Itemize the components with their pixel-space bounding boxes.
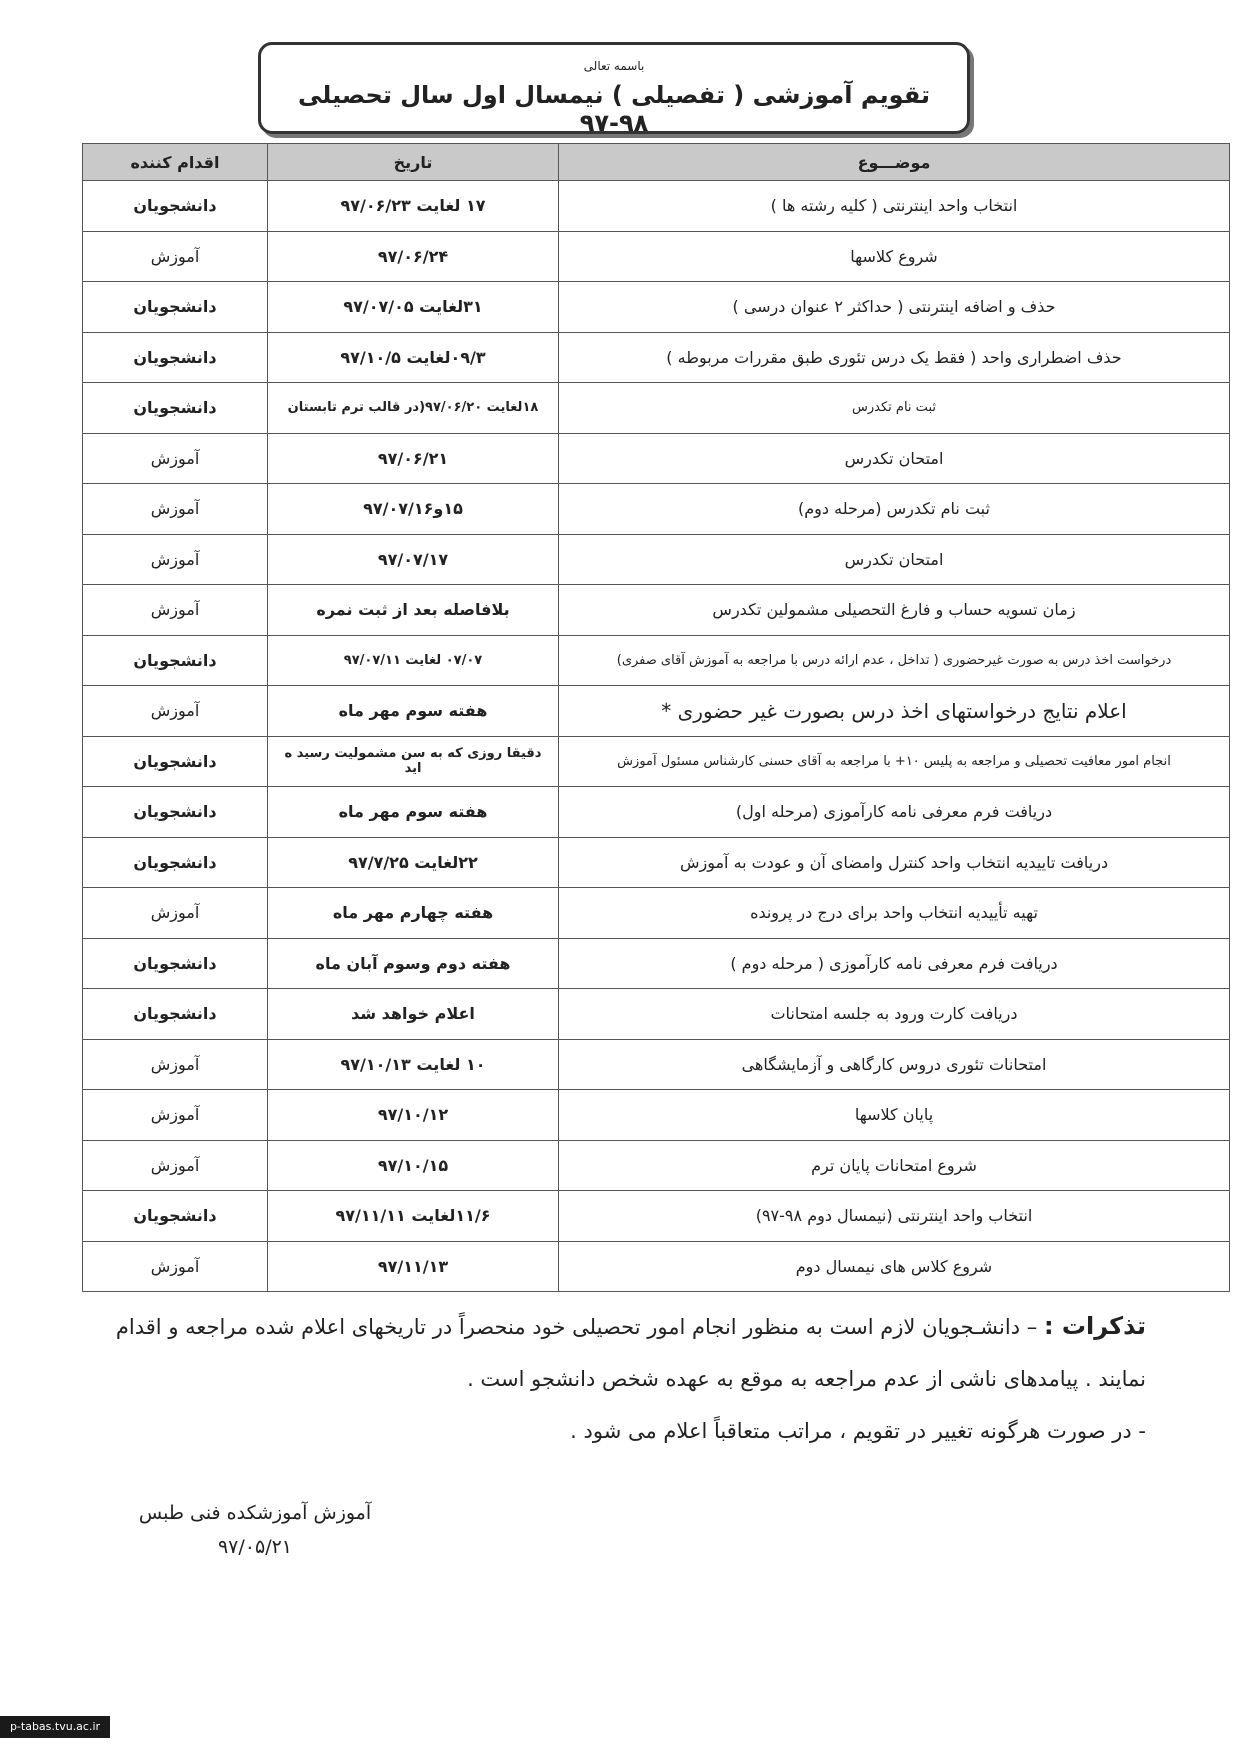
row-date: بلافاصله بعد از ثبت نمره bbox=[268, 585, 559, 636]
row-subject: حذف و اضافه اینترنتی ( حداکثر ۲ عنوان درسی ) bbox=[559, 282, 1230, 333]
row-actor: دانشجویان bbox=[83, 989, 268, 1040]
table-row bbox=[83, 686, 1230, 737]
row-actor: دانشجویان bbox=[83, 938, 268, 989]
row-actor: آموزش bbox=[83, 433, 268, 484]
row-actor: آموزش bbox=[83, 484, 268, 535]
notes bbox=[82, 1300, 1146, 1457]
row-subject: زمان تسویه حساب و فارغ التحصیلی مشمولین تکدرس bbox=[559, 585, 1230, 636]
row-actor: آموزش bbox=[83, 686, 268, 737]
table-row bbox=[83, 787, 1230, 838]
row-actor: آموزش bbox=[83, 888, 268, 939]
table-row bbox=[83, 1191, 1230, 1242]
row-actor: دانشجویان bbox=[83, 837, 268, 888]
row-date: ۱۸لغایت ۹۷/۰۶/۲۰(در قالب ترم تابستان bbox=[268, 383, 559, 434]
row-date: هفته چهارم مهر ماه bbox=[268, 888, 559, 939]
notes-line-2: - در صورت هرگونه تغییر در تقویم ، مراتب متعاقباً اعلام می شود . bbox=[570, 1419, 1146, 1443]
row-subject: درخواست اخذ درس به صورت غیرحضوری ( تداخل ، عدم ارائه درس با مراجعه به آموزش آقای صفری) bbox=[559, 635, 1230, 686]
row-actor: دانشجویان bbox=[83, 181, 268, 232]
signature-org: آموزش آموزشکده فنی طبس bbox=[138, 1502, 372, 1524]
row-subject: انتخاب واحد اینترنتی (نیمسال دوم ۹۸-۹۷) bbox=[559, 1191, 1230, 1242]
row-date: هفته دوم وسوم آبان ماه bbox=[268, 938, 559, 989]
row-date: ۱۰ لغایت ۹۷/۱۰/۱۳ bbox=[268, 1039, 559, 1090]
row-date: ۹۷/۰۷/۱۷ bbox=[268, 534, 559, 585]
row-subject: ثبت نام تکدرس bbox=[559, 383, 1230, 434]
row-actor: آموزش bbox=[83, 585, 268, 636]
table-row bbox=[83, 332, 1230, 383]
row-subject: شروع امتحانات پایان ترم bbox=[559, 1140, 1230, 1191]
table-row bbox=[83, 534, 1230, 585]
row-date: ۳۱لغایت ۹۷/۰۷/۰۵ bbox=[268, 282, 559, 333]
table-row bbox=[83, 181, 1230, 232]
row-subject: دریافت فرم معرفی نامه کارآموزی (مرحله اول) bbox=[559, 787, 1230, 838]
table-row bbox=[83, 231, 1230, 282]
row-actor: آموزش bbox=[83, 1241, 268, 1292]
signature bbox=[120, 1496, 390, 1564]
table-row bbox=[83, 888, 1230, 939]
row-actor: آموزش bbox=[83, 1140, 268, 1191]
site-watermark: p-tabas.tvu.ac.ir bbox=[0, 1716, 110, 1738]
row-date: ۹۷/۰۶/۲۱ bbox=[268, 433, 559, 484]
row-date: ۹۷/۱۰/۱۲ bbox=[268, 1090, 559, 1141]
row-subject: امتحانات تئوری دروس کارگاهی و آزمایشگاهی bbox=[559, 1039, 1230, 1090]
row-subject: پایان کلاسها bbox=[559, 1090, 1230, 1141]
table-row bbox=[83, 938, 1230, 989]
signature-date: ۹۷/۰۵/۲۱ bbox=[217, 1536, 293, 1558]
row-subject: تهیه تأییدیه انتخاب واحد برای درج در پرونده bbox=[559, 888, 1230, 939]
row-subject: حذف اضطراری واحد ( فقط یک درس تئوری طبق مقررات مربوطه ) bbox=[559, 332, 1230, 383]
table-row bbox=[83, 635, 1230, 686]
table-row bbox=[83, 736, 1230, 787]
notes-label: تذکرات : bbox=[1043, 1312, 1146, 1340]
row-date: ۰۹/۳لغایت ۹۷/۱۰/۵ bbox=[268, 332, 559, 383]
page-title: تقویم آموزشی ( تفصیلی ) نیمسال اول سال تحصیلی ۹۸-۹۷ bbox=[298, 81, 930, 137]
row-date: ۱۵و۹۷/۰۷/۱۶ bbox=[268, 484, 559, 535]
table-header-row bbox=[83, 144, 1230, 181]
table-row bbox=[83, 837, 1230, 888]
row-date: ۹۷/۰۶/۲۴ bbox=[268, 231, 559, 282]
header-actor: اقدام کننده bbox=[83, 144, 268, 181]
table-row bbox=[83, 1140, 1230, 1191]
row-subject: انجام امور معافیت تحصیلی و مراجعه به پلیس ۱۰+ با مراجعه به آقای حسنی کارشناس مسئول آموزش bbox=[559, 736, 1230, 787]
row-date: ۱۷ لغایت ۹۷/۰۶/۲۳ bbox=[268, 181, 559, 232]
row-subject: دریافت تاییدیه انتخاب واحد کنترل وامضای آن و عودت به آموزش bbox=[559, 837, 1230, 888]
table-row bbox=[83, 1039, 1230, 1090]
row-actor: دانشجویان bbox=[83, 1191, 268, 1242]
row-subject: دریافت فرم معرفی نامه کارآموزی ( مرحله دوم ) bbox=[559, 938, 1230, 989]
table-row bbox=[83, 1241, 1230, 1292]
notes-line-1: – دانشـجویان لازم است به منظور انجام امور تحصیلی خود منحصراً در تاریخهای اعلام شده مراجعه و اقدام نمایند . پیامدهای ناشی از عدم مراجعه به موقع به عهده شخص دانشجو است . bbox=[115, 1315, 1146, 1391]
table-row bbox=[83, 1090, 1230, 1141]
row-actor: آموزش bbox=[83, 534, 268, 585]
row-subject: ثبت نام تکدرس (مرحله دوم) bbox=[559, 484, 1230, 535]
row-actor: دانشجویان bbox=[83, 332, 268, 383]
row-subject: شروع کلاس های نیمسال دوم bbox=[559, 1241, 1230, 1292]
row-date: ۲۲لغایت ۹۷/۷/۲۵ bbox=[268, 837, 559, 888]
row-date: هفته سوم مهر ماه bbox=[268, 686, 559, 737]
row-subject: دریافت کارت ورود به جلسه امتحانات bbox=[559, 989, 1230, 1040]
title-box bbox=[258, 42, 970, 137]
table-row bbox=[83, 484, 1230, 535]
row-date: ۱۱/۶لغایت ۹۷/۱۱/۱۱ bbox=[268, 1191, 559, 1242]
invocation: باسمه تعالی bbox=[583, 59, 645, 73]
table-row bbox=[83, 383, 1230, 434]
row-date: ۹۷/۱۰/۱۵ bbox=[268, 1140, 559, 1191]
table-row bbox=[83, 282, 1230, 333]
row-actor: دانشجویان bbox=[83, 635, 268, 686]
row-actor: دانشجویان bbox=[83, 282, 268, 333]
row-actor: دانشجویان bbox=[83, 787, 268, 838]
row-date: اعلام خواهد شد bbox=[268, 989, 559, 1040]
row-subject: امتحان تکدرس bbox=[559, 534, 1230, 585]
header-subject: موضـــوع bbox=[559, 144, 1230, 181]
header-date: تاریخ bbox=[268, 144, 559, 181]
row-subject: امتحان تکدرس bbox=[559, 433, 1230, 484]
table-row bbox=[83, 433, 1230, 484]
table-row bbox=[83, 989, 1230, 1040]
row-actor: دانشجویان bbox=[83, 383, 268, 434]
schedule-table bbox=[82, 143, 1230, 1292]
row-actor: آموزش bbox=[83, 231, 268, 282]
row-date: ۹۷/۱۱/۱۳ bbox=[268, 1241, 559, 1292]
row-actor: دانشجویان bbox=[83, 736, 268, 787]
row-actor: آموزش bbox=[83, 1090, 268, 1141]
row-subject: انتخاب واحد اینترنتی ( کلیه رشته ها ) bbox=[559, 181, 1230, 232]
row-date: دقیقا روزی که به سن مشمولیت رسید ه اید bbox=[268, 736, 559, 787]
row-subject: شروع کلاسها bbox=[559, 231, 1230, 282]
table-row bbox=[83, 585, 1230, 636]
row-actor: آموزش bbox=[83, 1039, 268, 1090]
row-date: هفته سوم مهر ماه bbox=[268, 787, 559, 838]
row-subject: اعلام نتایج درخواستهای اخذ درس بصورت غیر حضوری * bbox=[559, 686, 1230, 737]
row-date: ۰۷/۰۷ لغایت ۹۷/۰۷/۱۱ bbox=[268, 635, 559, 686]
